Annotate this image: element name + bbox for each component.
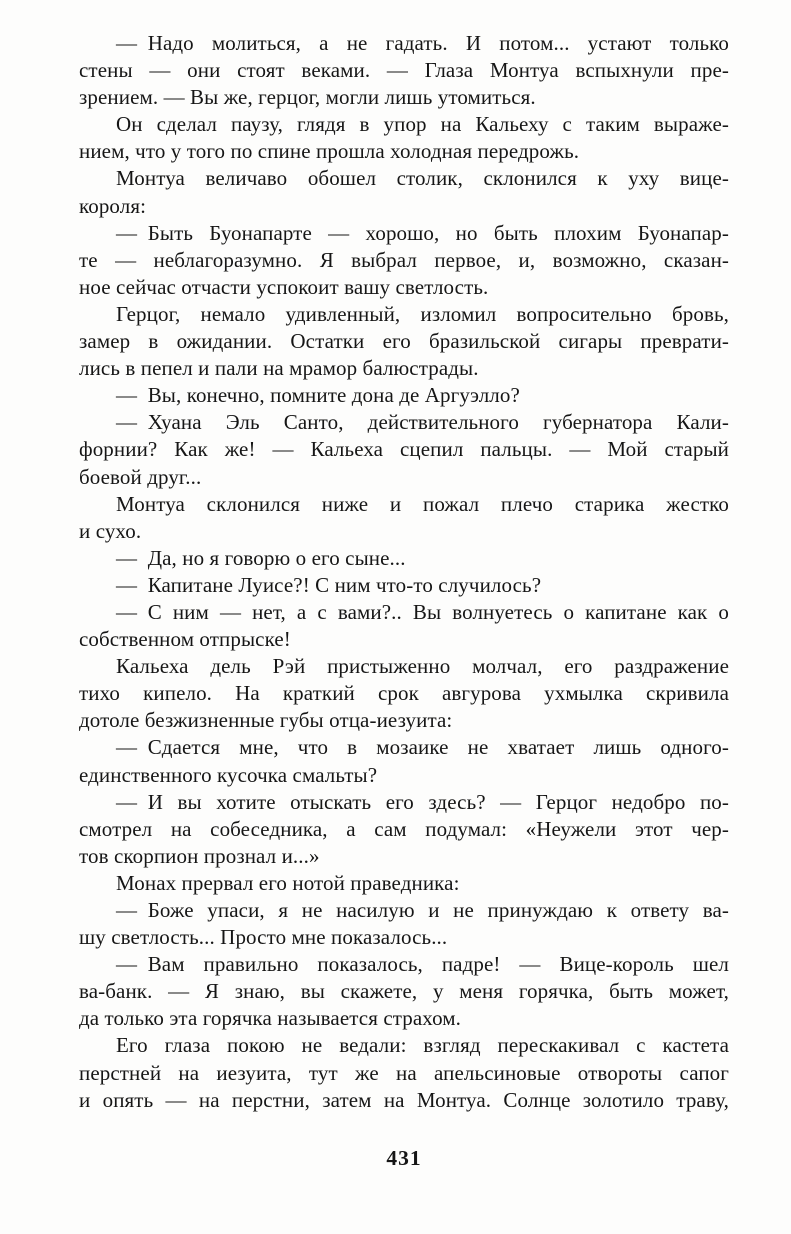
text-line: — Капитане Луисе?! С ним что-то случилось? (116, 572, 542, 597)
text-line: — Надо молиться, а не гадать. И потом... устают только (116, 31, 729, 55)
text-line: Герцог, немало удивленный, изломил вопросительно бровь, (116, 301, 729, 326)
text-line: смотрел на собеседника, а сам подумал: «Неужели этот чер- (79, 816, 729, 841)
text-line: лись в пепел и пали на мрамор балюстрады. (79, 356, 479, 381)
text-line: Он сделал паузу, глядя в упор на Кальеху с таким выраже- (116, 112, 729, 137)
text-line: дотоле безжизненные губы отца-иезуита: (79, 708, 453, 733)
text-line: Монах прервал его нотой праведника: (116, 870, 460, 895)
text-line: нием, что у того по спине прошла холодная передрожь. (79, 139, 580, 164)
text-line: — Боже упаси, я не насилую и не принуждаю к ответу ва- (116, 898, 729, 922)
text-line: ное сейчас отчасти успокоит вашу светлость. (79, 274, 489, 299)
text-line: короля: (79, 193, 147, 218)
text-line: тихо кипело. На краткий срок авгурова ухмылка скривила (79, 681, 729, 706)
text-line: Монтуа величаво обошел столик, склонился к уху вице- (116, 166, 729, 191)
text-line: шу светлость... Просто мне показалось... (79, 925, 448, 950)
text-line: ва-банк. — Я знаю, вы скажете, у меня горячка, быть может, (79, 979, 729, 1004)
text-line: стены — они стоят веками. — Глаза Монтуа вспыхнули пре- (79, 58, 729, 83)
text-line: — Вам правильно показалось, падре! — Вице-король шел (116, 952, 729, 977)
text-line: и опять — на перстни, затем на Монтуа. Солнце золотило траву, (79, 1087, 729, 1112)
text-line: Кальеха дель Рэй пристыженно молчал, его раздражение (116, 654, 729, 679)
text-line: замер в ожидании. Остатки его бразильской сигары преврати- (79, 329, 729, 354)
page-text (79, 30, 729, 1114)
text-line: те — неблагоразумно. Я выбрал первое, и, возможно, сказан- (79, 247, 729, 272)
text-line: зрением. — Вы же, герцог, могли лишь утомиться. (79, 85, 536, 110)
text-line: — С ним — нет, а с вами?.. Вы волнуетесь о капитане как о (116, 599, 729, 624)
text-line: тов скорпион прознал и...» (79, 843, 320, 868)
text-line: — Быть Буонапарте — хорошо, но быть плохим Буонапар- (116, 220, 729, 245)
text-line: — Сдается мне, что в мозаике не хватает лишь одного- (116, 735, 729, 760)
page-number: 431 (386, 1145, 422, 1170)
text-line: — И вы хотите отыскать его здесь? — Герцог недобро по- (116, 789, 729, 814)
text-line: форнии? Как же! — Кальеха сцепил пальцы. — Мой старый (79, 437, 729, 462)
text-line: — Хуана Эль Санто, действительного губернатора Кали- (116, 410, 729, 435)
text-line: собственном отпрыске! (79, 627, 291, 652)
text-line: Его глаза покою не ведали: взгляд перескакивал с кастета (116, 1033, 729, 1058)
text-line: единственного кусочка смальты? (79, 762, 378, 787)
text-line: Монтуа склонился ниже и пожал плечо старика жестко (116, 491, 729, 516)
text-line: — Вы, конечно, помните дона де Аргуэлло? (116, 383, 520, 408)
page-footer (79, 1146, 729, 1171)
text-line: да только эта горячка называется страхом. (79, 1006, 462, 1031)
text-line: боевой друг... (79, 464, 202, 489)
text-line: и сухо. (79, 518, 142, 543)
text-line: — Да, но я говорю о его сыне... (116, 545, 406, 570)
text-line: перстней на иезуита, тут же на апельсиновые отвороты сапог (79, 1060, 729, 1085)
